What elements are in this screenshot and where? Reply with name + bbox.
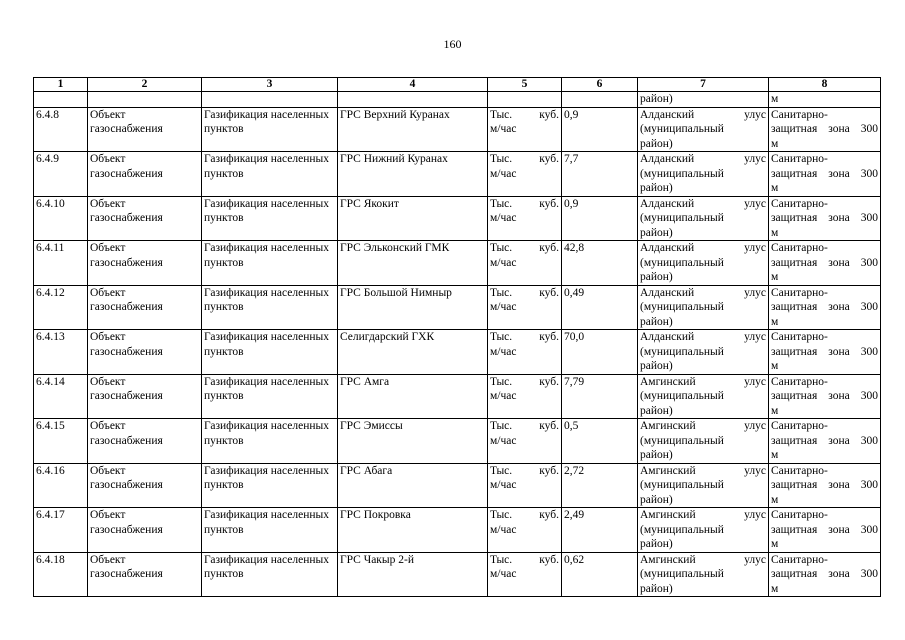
zone-text: защитная [771,434,818,447]
location-text: (муниципальный [640,479,724,491]
facility-name-cell: ГРС Эмиссы [338,419,488,464]
zone-text: защитная [771,345,818,358]
location-text: улус [744,553,766,566]
location-text: улус [744,464,766,477]
location-text: улус [744,242,766,254]
unit-cell [488,419,562,464]
facility-name-cell: ГРС Чакыр 2-й [338,552,488,597]
table-cell [34,92,88,108]
unit-text: куб. [539,153,559,165]
header-cell: 1 [34,78,88,92]
zone-text: м [771,137,779,150]
zone-text: защитная [771,301,818,313]
zone-cell [769,152,881,197]
location-cell [638,419,769,464]
location-text: район) [640,404,673,417]
unit-text: Тыс. [490,153,513,165]
unit-text: м/час [490,123,517,135]
object-type-cell: Объект газоснабжения [88,241,202,286]
zone-text: м [771,315,779,328]
location-text: Алданский [640,197,695,210]
capacity-cell: 2,72 [562,463,638,508]
continuation-row [34,92,881,108]
zone-text: м [771,404,779,417]
zone-text: 300 [860,167,878,180]
location-text: Амгинский [640,553,696,566]
capacity-cell: 7,79 [562,374,638,419]
table-cell [488,92,562,108]
location-text: улус [744,153,766,165]
table-row [34,196,881,241]
location-text: Амгинский [640,375,696,388]
location-text: (муниципальный [640,434,724,447]
zone-text: зона [828,434,850,447]
zone-text: Санитарно- [771,464,828,477]
location-cell: район) [638,92,769,108]
location-text: район) [640,360,673,372]
location-text: улус [744,286,766,299]
zone-cell [769,463,881,508]
object-type-cell: Объект газоснабжения [88,330,202,375]
zone-text: м [771,538,779,550]
row-number: 6.4.15 [34,419,88,464]
location-text: Алданский [640,286,695,299]
location-text: Амгинский [640,464,696,477]
row-number: 6.4.14 [34,374,88,419]
row-number: 6.4.10 [34,196,88,241]
zone-text: Санитарно- [771,153,828,165]
zone-text: м [771,493,779,506]
unit-text: куб. [539,375,559,388]
purpose-cell: Газификация населенных пунктов [202,196,338,241]
zone-text: защитная [771,390,818,402]
location-text: Амгинский [640,420,696,432]
zone-text: Санитарно- [771,553,828,566]
zone-text: зона [828,167,850,180]
unit-text: Тыс. [490,464,513,477]
location-text: (муниципальный [640,212,724,224]
unit-cell [488,152,562,197]
zone-cell [769,419,881,464]
zone-text: Санитарно- [771,331,828,343]
table-cell [338,92,488,108]
location-text: (муниципальный [640,345,724,358]
unit-cell [488,374,562,419]
capacity-cell: 0,62 [562,552,638,597]
location-text: район) [640,137,673,150]
location-text: улус [744,509,766,521]
location-text: район) [640,315,673,328]
purpose-cell: Газификация населенных пунктов [202,241,338,286]
zone-text: зона [828,568,850,580]
zone-text: зона [828,479,850,491]
unit-cell [488,285,562,330]
unit-text: м/час [490,390,517,402]
location-text: район) [640,582,673,595]
zone-text: защитная [771,123,818,135]
unit-text: куб. [539,420,559,432]
facility-name-cell: ГРС Нижний Куранах [338,152,488,197]
zone-cell [769,552,881,597]
unit-text: куб. [539,553,559,566]
unit-text: Тыс. [490,375,513,388]
row-number: 6.4.9 [34,152,88,197]
document-table [33,77,881,597]
row-number: 6.4.12 [34,285,88,330]
capacity-cell: 2,49 [562,508,638,553]
facility-name-cell: ГРС Верхний Куранах [338,107,488,152]
row-number: 6.4.16 [34,463,88,508]
zone-text: Санитарно- [771,509,828,521]
location-cell [638,285,769,330]
purpose-cell: Газификация населенных пунктов [202,463,338,508]
unit-text: м/час [490,479,517,491]
table-row [34,508,881,553]
zone-text: 300 [860,256,878,269]
zone-text: м [771,582,779,595]
location-cell [638,508,769,553]
zone-text: зона [828,212,850,224]
object-type-cell: Объект газоснабжения [88,508,202,553]
location-text: район) [640,538,673,550]
table-row [34,419,881,464]
row-number: 6.4.13 [34,330,88,375]
capacity-cell: 0,9 [562,107,638,152]
purpose-cell: Газификация населенных пунктов [202,508,338,553]
table-row [34,374,881,419]
zone-cell [769,374,881,419]
location-text: (муниципальный [640,523,724,536]
purpose-cell: Газификация населенных пунктов [202,330,338,375]
unit-text: куб. [539,286,559,299]
location-text: район) [640,493,673,506]
unit-text: м/час [490,167,517,180]
unit-text: Тыс. [490,108,513,121]
unit-text: м/час [490,301,517,313]
zone-text: защитная [771,479,818,491]
location-text: (муниципальный [640,123,724,135]
row-number: 6.4.17 [34,508,88,553]
location-text: Алданский [640,242,695,254]
unit-text: Тыс. [490,197,513,210]
unit-text: Тыс. [490,553,513,566]
header-cell: 7 [638,78,769,92]
location-text: улус [744,420,766,432]
zone-cell [769,107,881,152]
zone-text: защитная [771,167,818,180]
zone-text: м [771,360,779,372]
zone-text: 300 [860,479,878,491]
header-cell: 3 [202,78,338,92]
zone-text: 300 [860,212,878,224]
unit-cell [488,463,562,508]
object-type-cell: Объект газоснабжения [88,463,202,508]
facility-name-cell: ГРС Абага [338,463,488,508]
row-number: 6.4.11 [34,241,88,286]
zone-text: защитная [771,568,818,580]
facility-name-cell: ГРС Амга [338,374,488,419]
header-cell: 6 [562,78,638,92]
table-row [34,107,881,152]
unit-text: куб. [539,242,559,254]
header-cell: 8 [769,78,881,92]
capacity-cell: 42,8 [562,241,638,286]
unit-cell [488,107,562,152]
object-type-cell: Объект газоснабжения [88,285,202,330]
zone-cell [769,196,881,241]
zone-text: м [771,226,779,239]
unit-cell [488,508,562,553]
unit-cell [488,241,562,286]
zone-text: защитная [771,256,818,269]
unit-text: м/час [490,256,517,269]
location-cell [638,330,769,375]
capacity-cell: 0,9 [562,196,638,241]
unit-text: м/час [490,434,517,447]
location-cell [638,107,769,152]
facility-name-cell: ГРС Эльконский ГМК [338,241,488,286]
location-text: Алданский [640,331,695,343]
facility-name-cell: ГРС Покровка [338,508,488,553]
table-row [34,241,881,286]
zone-cell [769,508,881,553]
purpose-cell: Газификация населенных пунктов [202,285,338,330]
facility-name-cell: Селигдарский ГХК [338,330,488,375]
capacity-cell: 0,5 [562,419,638,464]
page-number: 160 [443,37,462,51]
zone-text: 300 [860,434,878,447]
zone-cell [769,285,881,330]
zone-text: 300 [860,568,878,580]
zone-text: 300 [860,301,878,313]
location-text: улус [744,108,766,121]
zone-text: защитная [771,523,818,536]
zone-cell [769,241,881,286]
object-type-cell: Объект газоснабжения [88,374,202,419]
unit-text: куб. [539,197,559,210]
unit-text: Тыс. [490,331,513,343]
unit-cell [488,196,562,241]
zone-text: зона [828,345,850,358]
row-number: 6.4.18 [34,552,88,597]
zone-text: 300 [860,123,878,135]
location-text: (муниципальный [640,301,724,313]
zone-text: м [771,449,779,461]
location-cell [638,152,769,197]
location-text: район) [640,449,673,461]
zone-text: зона [828,301,850,313]
unit-text: куб. [539,509,559,521]
table-row [34,552,881,597]
zone-cell [769,330,881,375]
zone-text: Санитарно- [771,242,828,254]
location-text: район) [640,271,673,283]
location-cell [638,552,769,597]
zone-text: Санитарно- [771,286,828,299]
location-text: улус [744,375,766,388]
location-text: Алданский [640,153,695,165]
purpose-cell: Газификация населенных пунктов [202,107,338,152]
zone-text: зона [828,523,850,536]
location-cell [638,374,769,419]
facility-name-cell: ГРС Большой Нимныр [338,285,488,330]
unit-cell [488,330,562,375]
header-cell: 5 [488,78,562,92]
zone-text: Санитарно- [771,197,828,210]
table-row [34,463,881,508]
location-text: улус [744,197,766,210]
location-text: (муниципальный [640,390,724,402]
table-row [34,152,881,197]
purpose-cell: Газификация населенных пунктов [202,374,338,419]
zone-text: зона [828,256,850,269]
row-number: 6.4.8 [34,107,88,152]
object-type-cell: Объект газоснабжения [88,107,202,152]
zone-cell: м [769,92,881,108]
object-type-cell: Объект газоснабжения [88,196,202,241]
location-cell [638,196,769,241]
location-text: Алданский [640,108,695,121]
unit-text: м/час [490,212,517,224]
capacity-cell: 70,0 [562,330,638,375]
capacity-cell: 7,7 [562,152,638,197]
zone-text: Санитарно- [771,108,828,121]
unit-cell [488,552,562,597]
zone-text: Санитарно- [771,375,828,388]
zone-text: защитная [771,212,818,224]
table-cell [202,92,338,108]
unit-text: куб. [539,331,559,343]
location-cell [638,241,769,286]
location-text: район) [640,182,673,194]
unit-text: Тыс. [490,509,513,521]
location-text: Амгинский [640,509,696,521]
header-row [34,78,881,92]
location-text: (муниципальный [640,256,724,269]
location-cell [638,463,769,508]
table-row [34,330,881,375]
table-row [34,285,881,330]
unit-text: куб. [539,464,559,477]
zone-text: 300 [860,390,878,402]
table-cell [88,92,202,108]
zone-text: зона [828,390,850,402]
unit-text: Тыс. [490,242,513,254]
table-cell [562,92,638,108]
location-text: район) [640,226,673,239]
zone-text: Санитарно- [771,420,828,432]
location-text: улус [744,331,766,343]
capacity-cell: 0,49 [562,285,638,330]
unit-text: м/час [490,345,517,358]
location-text: (муниципальный [640,568,724,580]
object-type-cell: Объект газоснабжения [88,419,202,464]
object-type-cell: Объект газоснабжения [88,552,202,597]
header-cell: 4 [338,78,488,92]
header-cell: 2 [88,78,202,92]
location-text: (муниципальный [640,167,724,180]
zone-text: 300 [860,345,878,358]
unit-text: м/час [490,523,517,536]
object-type-cell: Объект газоснабжения [88,152,202,197]
zone-text: зона [828,123,850,135]
unit-text: Тыс. [490,420,513,432]
facility-name-cell: ГРС Якокит [338,196,488,241]
unit-text: куб. [539,108,559,121]
unit-text: Тыс. [490,286,513,299]
unit-text: м/час [490,568,517,580]
zone-text: 300 [860,523,878,536]
purpose-cell: Газификация населенных пунктов [202,552,338,597]
zone-text: м [771,182,779,194]
purpose-cell: Газификация населенных пунктов [202,419,338,464]
purpose-cell: Газификация населенных пунктов [202,152,338,197]
zone-text: м [771,271,779,283]
